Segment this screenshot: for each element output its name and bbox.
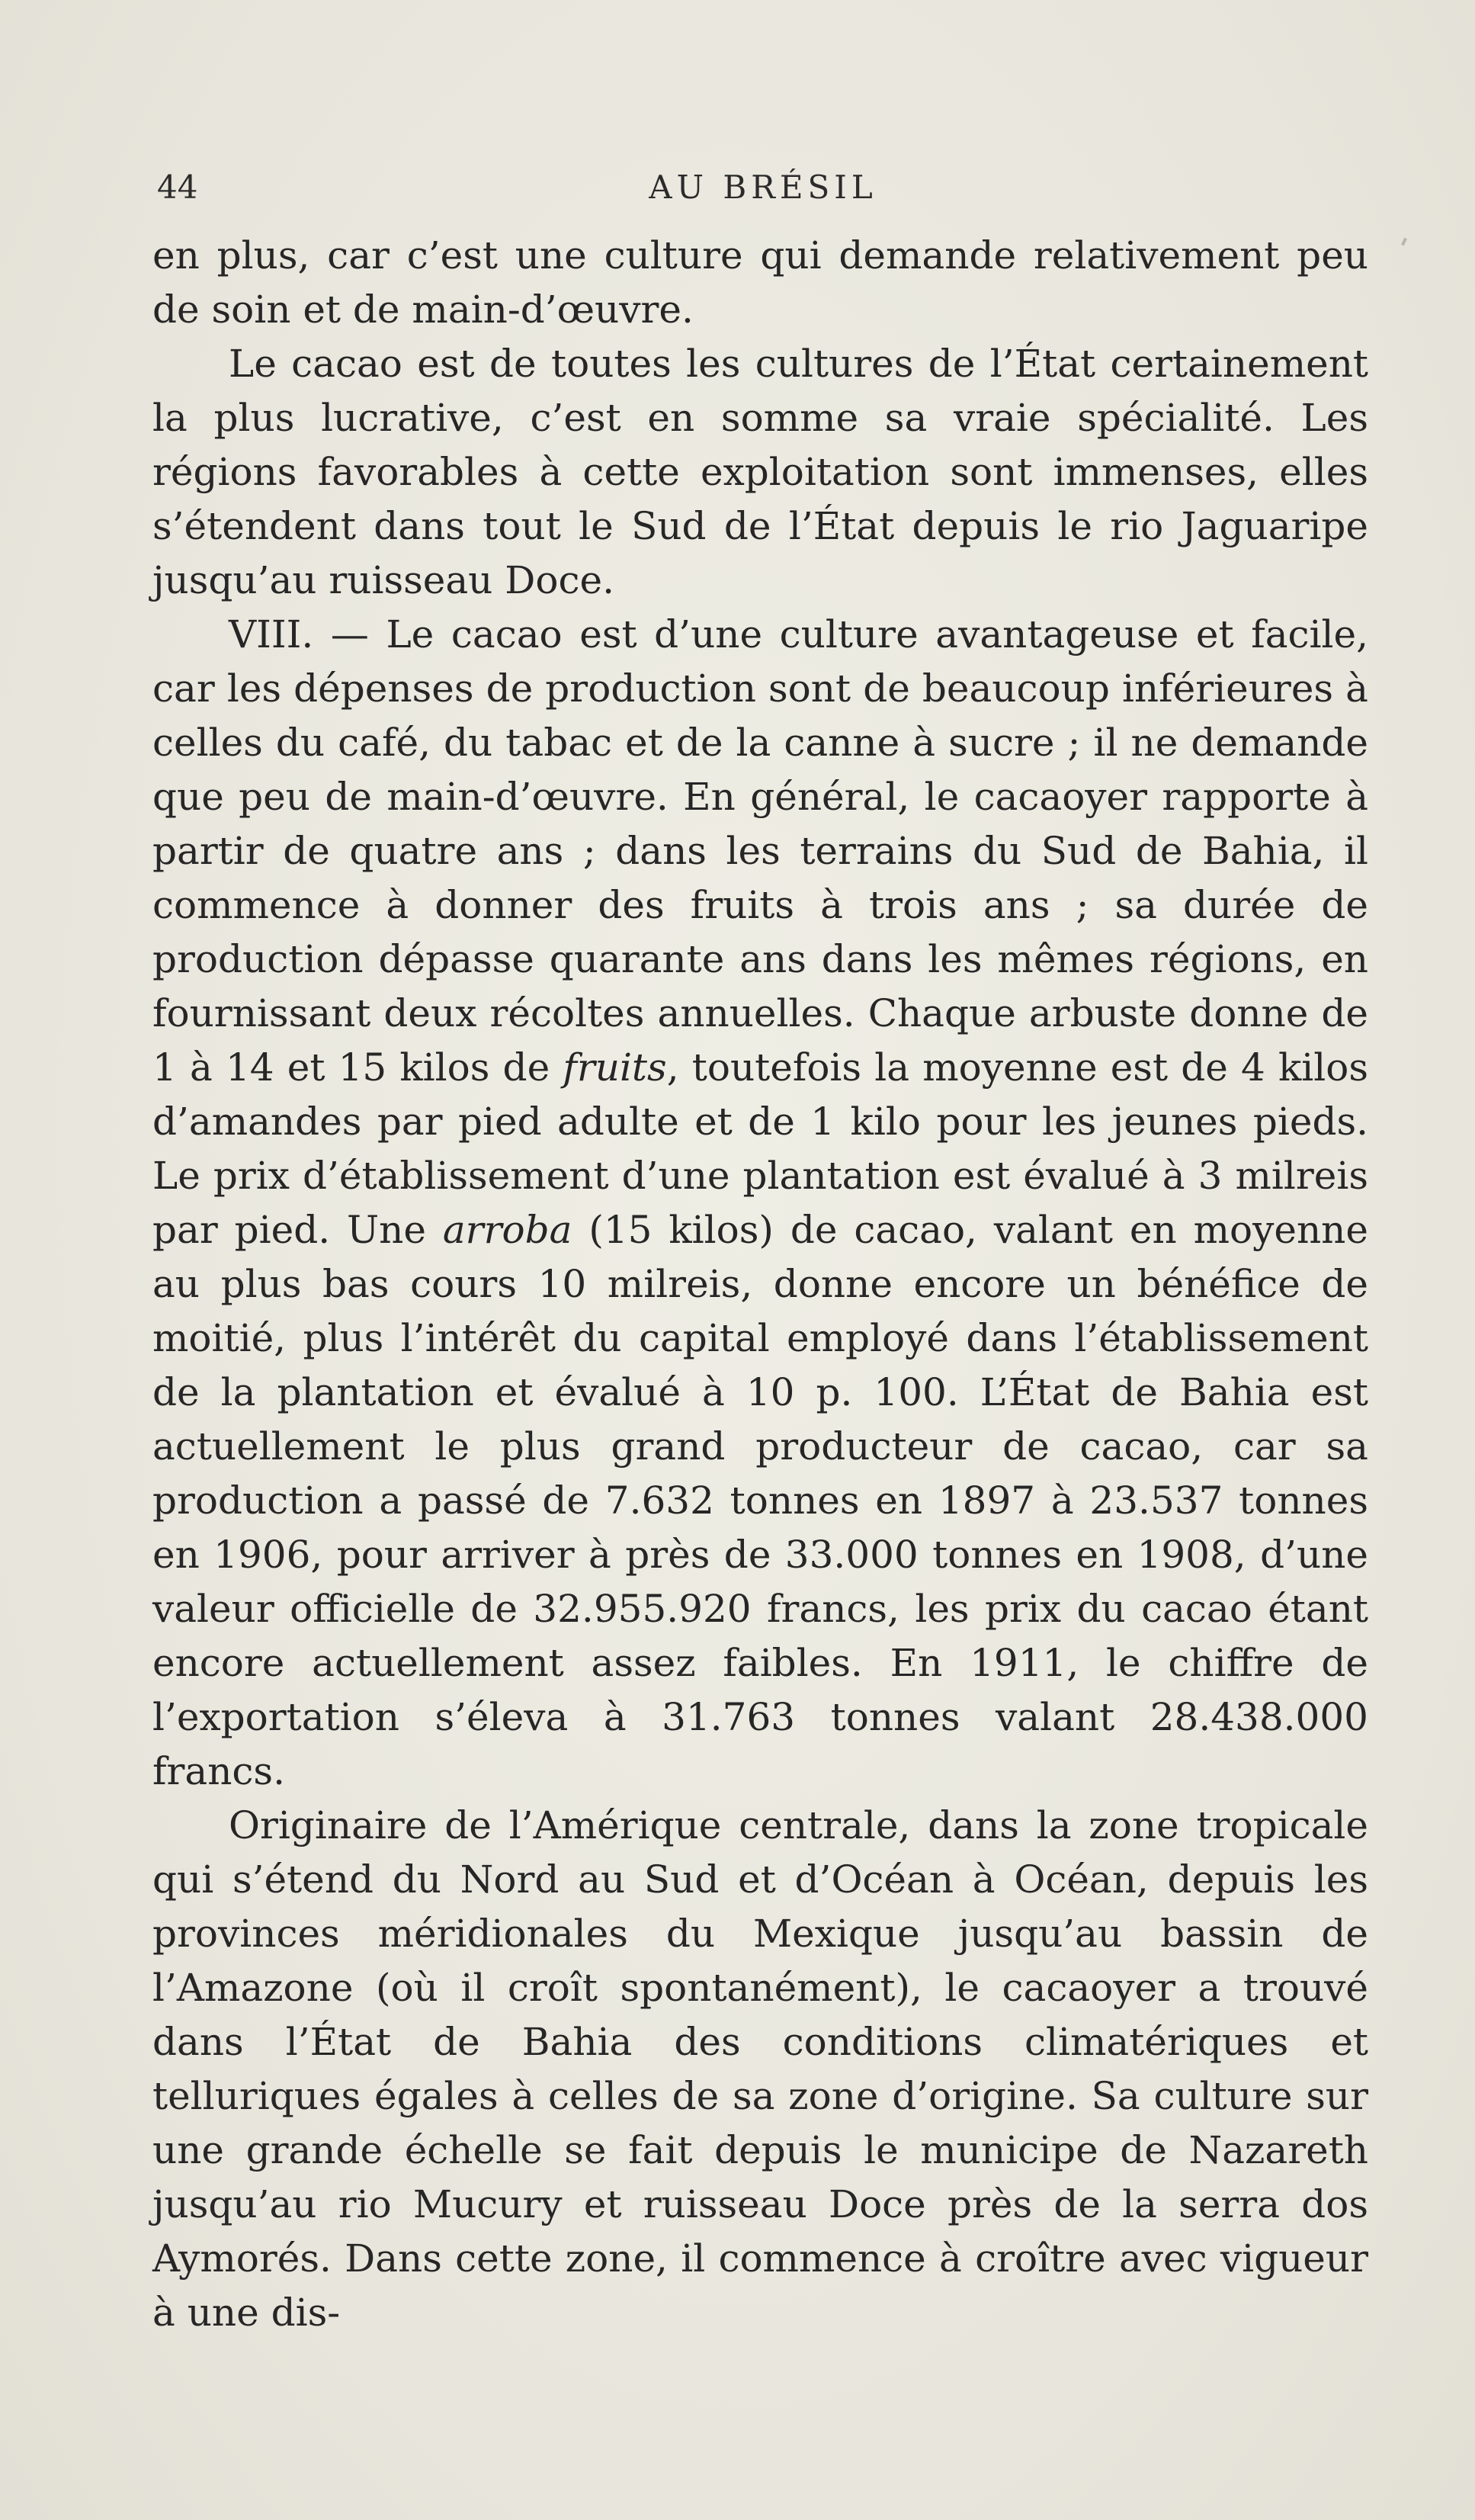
paragraph-2: [152, 337, 1368, 608]
text-segment: , toutefois la moyenne est de 4 kilos d’amandes par pied adulte et de 1 kilo pour les jeunes pieds. Le prix d’établissement d’une plantation est évalué à 3 milreis par pied. Une: [152, 1045, 1368, 1252]
paragraph-3: [152, 608, 1368, 1799]
text-segment: Originaire de l’Amérique centrale, dans la zone tropicale qui s’étend du Nord au Sud et d’Océan à Océan, depuis les provinces méridionales du Mexique jusqu’au bassin de l’Amazone (où il croît spontanément), le cacaoyer a trouvé dans l’État de Bahia des conditions climatériques et telluriques égales à celles de sa zone d’origine. Sa culture sur une grande échelle se fait depuis le municipe de Nazareth jusqu’au rio Mucury et ruisseau Doce près de la serra dos Aymorés. Dans cette zone, il commence à croître avec vigueur à une dis-: [152, 1803, 1368, 2335]
italic-term-arroba: arroba: [442, 1208, 572, 1252]
page-number: 44: [157, 169, 198, 206]
paragraph-4: [152, 1799, 1368, 2340]
text-segment: Le cacao est de toutes les cultures de l’État certainement la plus lucrative, c’est en somme sa vraie spécialité. Les régions favorables à cette exploitation sont immenses, elles s’étendent dans tout le Sud de l’État depuis le rio Jaguaripe jusqu’au ruisseau Doce.: [152, 342, 1368, 602]
paragraph-1: [152, 229, 1368, 337]
stray-mark: [1401, 238, 1407, 246]
text-segment: en plus, car c’est une culture qui demande relativement peu de soin et de main-d’œuvre.: [152, 233, 1368, 332]
text-segment: (15 kilos) de cacao, valant en moyenne au plus bas cours 10 milreis, donne encore un bénéfice de moitié, plus l’intérêt du capital employé dans l’établissement de la plantation et évalué à 10 p. 100. L’État de Bahia est actuellement le plus grand producteur de cacao, car sa production a passé de 7.632 tonnes en 1897 à 23.537 tonnes en 1906, pour arriver à près de 33.000 tonnes en 1908, d’une valeur officielle de 32.955.920 francs, les prix du cacao étant encore actuellement assez faibles. En 1911, le chiffre de l’exportation s’éleva à 31.763 tonnes valant 28.438.000 francs.: [152, 1208, 1368, 1793]
text-segment: VIII. — Le cacao est d’une culture avantageuse et facile, car les dépenses de production sont de beaucoup inférieures à celles du café, du tabac et de la canne à sucre ; il ne demande que peu de main-d’œuvre. En général, le cacaoyer rapporte à partir de quatre ans ; dans les terrains du Sud de Bahia, il commence à donner des fruits à trois ans ; sa durée de production dépasse quarante ans dans les mêmes régions, en fournissant deux récoltes annuelles. Chaque arbuste donne de 1 à 14 et 15 kilos de: [152, 612, 1368, 1090]
body-text: [152, 229, 1368, 2340]
page-header: [157, 165, 1369, 210]
italic-term-fruits: fruits: [563, 1045, 667, 1090]
running-head: AU BRÉSIL: [649, 169, 877, 206]
